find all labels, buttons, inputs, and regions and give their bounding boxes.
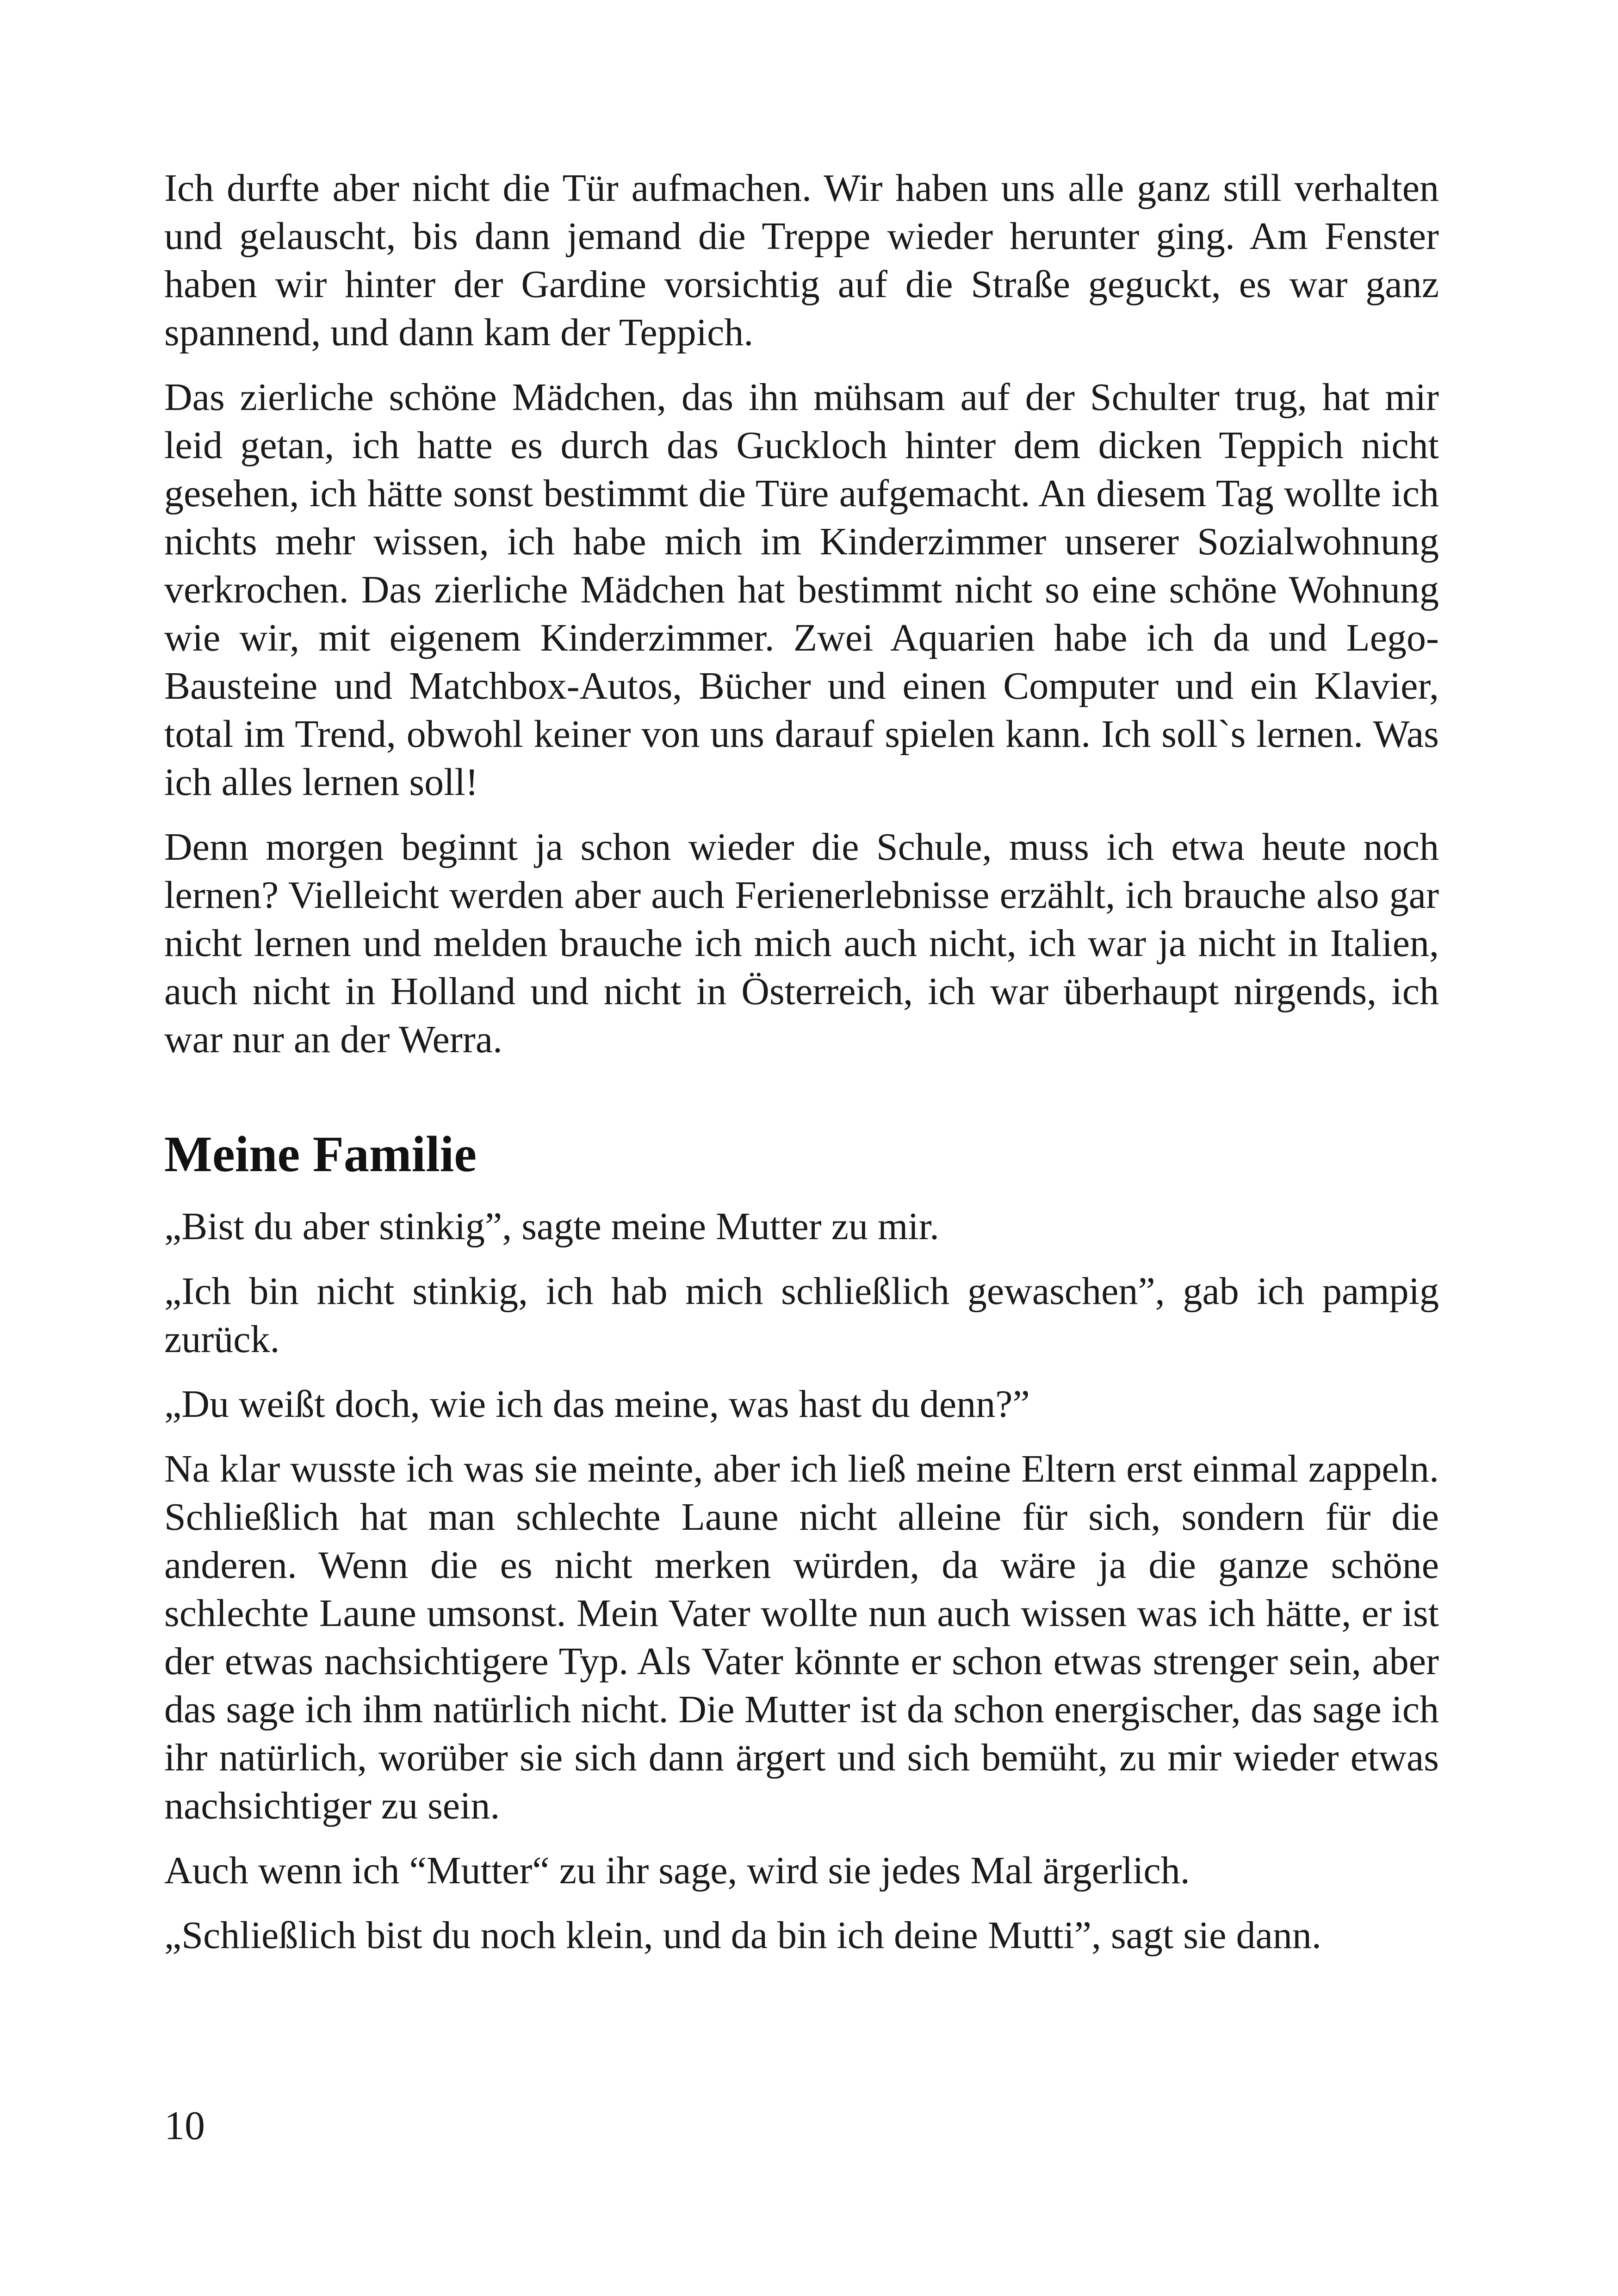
paragraph-girl-carpet: Das zierliche schöne Mädchen, das ihn mühsam auf der Schulter trug, hat mir leid getan, ich hatte es durch das Guckloch hinter dem dicken Teppich nicht gesehen, ich hätte sonst bestimmt die Türe aufgemacht. An diesem Tag wollte ich nichts mehr wissen, ich habe mich im Kinderzimmer unserer Sozialwohnung verkrochen. Das zierliche Mädchen hat bestimmt nicht so eine schöne Wohnung wie wir, mit eigenem Kinderzimmer. Zwei Aquarien habe ich da und Lego-Bausteine und Matchbox-Autos, Bücher und einen Computer und ein Klavier, total im Trend, obwohl keiner von uns darauf spielen kann. Ich soll`s lernen. Was ich alles lernen soll!: [164, 376, 1439, 804]
section-heading: Meine Familie: [164, 1126, 477, 1182]
dialogue-line-2: „Ich bin nicht stinkig, ich hab mich schließlich gewaschen”, gab ich pampig zurück.: [164, 1270, 1439, 1361]
body-text: [164, 164, 1439, 1976]
dialogue-line-1: „Bist du aber stinkig”, sagte meine Mutter zu mir.: [164, 1205, 939, 1248]
paragraph-mutter: Auch wenn ich “Mutter“ zu ihr sage, wird sie jedes Mal ärgerlich.: [164, 1849, 1190, 1892]
dialogue-line-mutti: „Schließlich bist du noch klein, und da bin ich deine Mutti”, sagt sie dann.: [164, 1914, 1321, 1957]
page-number: 10: [164, 2104, 205, 2148]
paragraph-door: Ich durfte aber nicht die Tür aufmachen. Wir haben uns alle ganz still verhalten und gelauscht, bis dann jemand die Treppe wieder herunter ging. Am Fenster haben wir hinter der Gardine vorsichtig auf die Straße geguckt, es war ganz spannend, und dann kam der Teppich.: [164, 167, 1439, 354]
paragraph-parents: Na klar wusste ich was sie meinte, aber ich ließ meine Eltern erst einmal zappeln. Schließlich hat man schlechte Laune nicht alleine für sich, sondern für die anderen. Wenn die es nicht merken würden, da wäre ja die ganze schöne schlechte Laune umsonst. Mein Vater wollte nun auch wissen was ich hätte, er ist der etwas nachsichtigere Typ. Als Vater könnte er schon etwas strenger sein, aber das sage ich ihm natürlich nicht. Die Mutter ist da schon energischer, das sage ich ihr natürlich, worüber sie sich dann ärgert und sich bemüht, zu mir wieder etwas nachsichtiger zu sein.: [164, 1447, 1439, 1827]
dialogue-line-3: „Du weißt doch, wie ich das meine, was hast du denn?”: [164, 1383, 1030, 1426]
paragraph-school: Denn morgen beginnt ja schon wieder die Schule, muss ich etwa heute noch lernen? Vielleicht werden aber auch Ferienerlebnisse erzählt, ich brauche also gar nicht lernen und melden brauche ich mich auch nicht, ich war ja nicht in Italien, auch nicht in Holland und nicht in Österreich, ich war überhaupt nirgends, ich war nur an der Werra.: [164, 825, 1439, 1061]
